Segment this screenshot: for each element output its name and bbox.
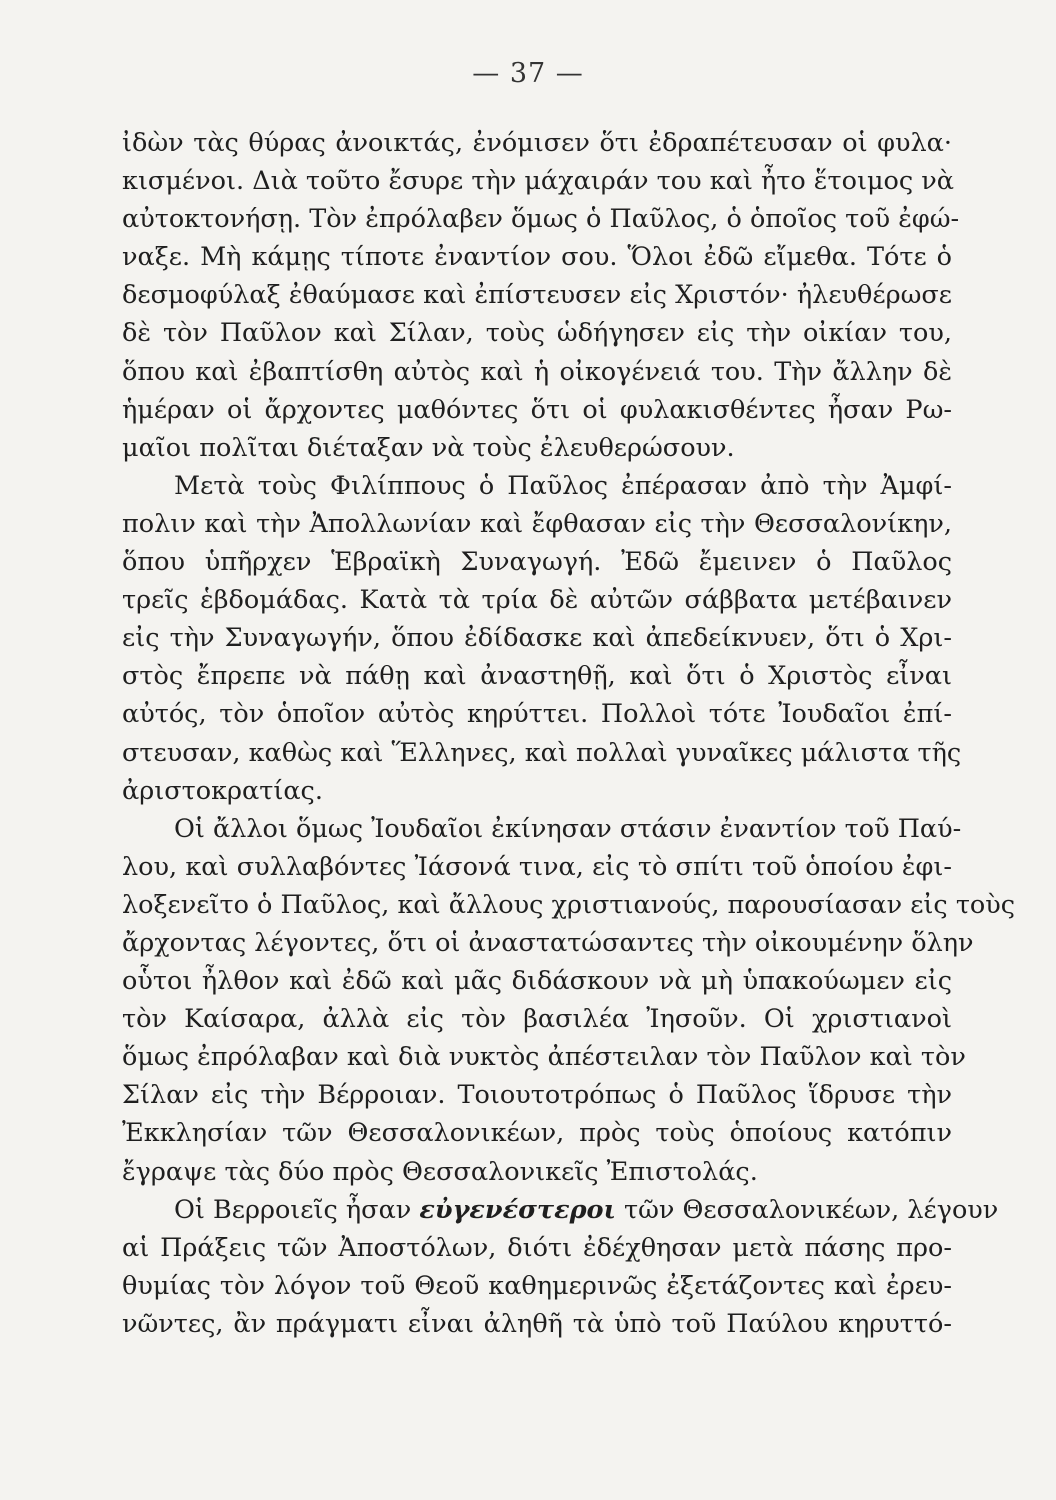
text-line: αἱ Πράξεις τῶν Ἀποστόλων, διότι ἐδέχθησαν μετὰ πάσης προ- bbox=[122, 1232, 952, 1263]
page-number: — 37 — bbox=[472, 58, 584, 89]
text-line: αὐτός, τὸν ὁποῖον αὐτὸς κηρύττει. Πολλοὶ τότε Ἰουδαῖοι ἐπί- bbox=[122, 699, 952, 730]
text-segment: τῶν Θεσσαλονικέων, λέγουν bbox=[624, 1194, 999, 1225]
text-line: τὸν Καίσαρα, ἀλλὰ εἰς τὸν βασιλέα Ἰησοῦν. Οἱ χριστιανοὶ bbox=[122, 1004, 952, 1035]
emphasized-word: εὐγενέστεροι bbox=[419, 1194, 616, 1225]
text-line: Μετὰ τοὺς Φιλίππους ὁ Παῦλος ἐπέρασαν ἀπὸ τὴν Ἀμφί- bbox=[174, 470, 952, 501]
text-line: δὲ τὸν Παῦλον καὶ Σίλαν, τοὺς ὡδήγησεν εἰς τὴν οἰκίαν του, bbox=[122, 318, 952, 349]
paragraph-1 bbox=[122, 124, 960, 467]
text-line: Ἐκκλησίαν τῶν Θεσσαλονικέων, πρὸς τοὺς ὁποίους κατόπιν bbox=[122, 1118, 952, 1149]
text-line: οὗτοι ἦλθον καὶ ἐδῶ καὶ μᾶς διδάσκουν νὰ μὴ ὑπακούωμεν εἰς bbox=[122, 966, 952, 997]
text-line: ἡμέραν οἱ ἄρχοντες μαθόντες ὅτι οἱ φυλακισθέντες ἦσαν Ρω- bbox=[122, 394, 952, 425]
text-line: ἰδὼν τὰς θύρας ἀνοικτάς, ἐνόμισεν ὅτι ἐδραπέτευσαν οἱ φυλα· bbox=[122, 128, 952, 158]
paragraph-4 bbox=[122, 1191, 999, 1343]
text-line: Σίλαν εἰς τὴν Βέρροιαν. Τοιουτοτρόπως ὁ Παῦλος ἵδρυσε τὴν bbox=[122, 1080, 952, 1111]
text-line: πολιν καὶ τὴν Ἀπολλωνίαν καὶ ἔφθασαν εἰς τὴν Θεσσαλονίκην, bbox=[122, 508, 952, 539]
text-line: κισμένοι. Διὰ τοῦτο ἔσυρε τὴν μάχαιράν του καὶ ἦτο ἕτοιμος νὰ bbox=[122, 166, 954, 197]
text-segment: Οἱ Βερροιεῖς ἦσαν bbox=[174, 1194, 412, 1225]
text-line: δεσμοφύλαξ ἐθαύμασε καὶ ἐπίστευσεν εἰς Χριστόν· ἠλευθέρωσε bbox=[122, 280, 952, 311]
text-line: λοξενεῖτο ὁ Παῦλος, καὶ ἄλλους χριστιανούς, παρουσίασαν εἰς τοὺς bbox=[122, 889, 1016, 920]
text-line: ὅμως ἐπρόλαβαν καὶ διὰ νυκτὸς ἀπέστειλαν τὸν Παῦλον καὶ τὸν bbox=[122, 1042, 966, 1073]
text-line: ἄρχοντας λέγοντες, ὅτι οἱ ἀναστατώσαντες τὴν οἰκουμένην ὅλην bbox=[122, 927, 974, 958]
text-line: στευσαν, καθὼς καὶ Ἕλληνες, καὶ πολλαὶ γυναῖκες μάλιστα τῆς bbox=[122, 737, 962, 768]
text-line: ὅπου ὑπῆρχεν Ἑβραϊκὴ Συναγωγή. Ἐδῶ ἔμεινεν ὁ Παῦλος bbox=[122, 547, 952, 578]
text-line: στὸς ἔπρεπε νὰ πάθῃ καὶ ἀναστηθῇ, καὶ ὅτι ὁ Χριστὸς εἶναι bbox=[122, 661, 952, 692]
text-line: ἀριστοκρατίας. bbox=[122, 775, 323, 806]
text-line: λου, καὶ συλλαβόντες Ἰάσονά τινα, εἰς τὸ σπίτι τοῦ ὁποίου ἐφι- bbox=[122, 851, 952, 882]
text-line: θυμίας τὸν λόγον τοῦ Θεοῦ καθημερινῶς ἐξετάζοντες καὶ ἐρευ- bbox=[122, 1270, 952, 1301]
text-line: ὅπου καὶ ἐβαπτίσθη αὐτὸς καὶ ἡ οἰκογένειά του. Τὴν ἄλλην δὲ bbox=[122, 356, 952, 387]
text-line: Οἱ ἄλλοι ὅμως Ἰουδαῖοι ἐκίνησαν στάσιν ἐναντίον τοῦ Παύ- bbox=[174, 813, 962, 844]
text-line: ναξε. Μὴ κάμῃς τίποτε ἐναντίον σου. Ὅλοι ἐδῶ εἴμεθα. Τότε ὁ bbox=[122, 242, 952, 273]
text-line: εἰς τὴν Συναγωγήν, ὅπου ἐδίδασκε καὶ ἀπεδείκνυεν, ὅτι ὁ Χρι- bbox=[122, 623, 952, 654]
text-line: μαῖοι πολῖται διέταξαν νὰ τοὺς ἐλευθερώσουν. bbox=[122, 432, 735, 463]
paragraph-3 bbox=[122, 810, 1016, 1191]
text-line: ἔγραψε τὰς δύο πρὸς Θεσσαλονικεῖς Ἐπιστολάς. bbox=[122, 1156, 758, 1187]
body-text bbox=[122, 124, 1016, 1343]
paragraph-2 bbox=[122, 467, 962, 810]
text-line bbox=[122, 1191, 999, 1229]
text-line: τρεῖς ἑβδομάδας. Κατὰ τὰ τρία δὲ αὐτῶν σάββατα μετέβαινεν bbox=[122, 585, 952, 616]
text-line: νῶντες, ἂν πράγματι εἶναι ἀληθῆ τὰ ὑπὸ τοῦ Παύλου κηρυττό- bbox=[122, 1308, 952, 1339]
text-line: αὐτοκτονήσῃ. Τὸν ἐπρόλαβεν ὅμως ὁ Παῦλος, ὁ ὁποῖος τοῦ ἐφώ- bbox=[122, 204, 960, 235]
